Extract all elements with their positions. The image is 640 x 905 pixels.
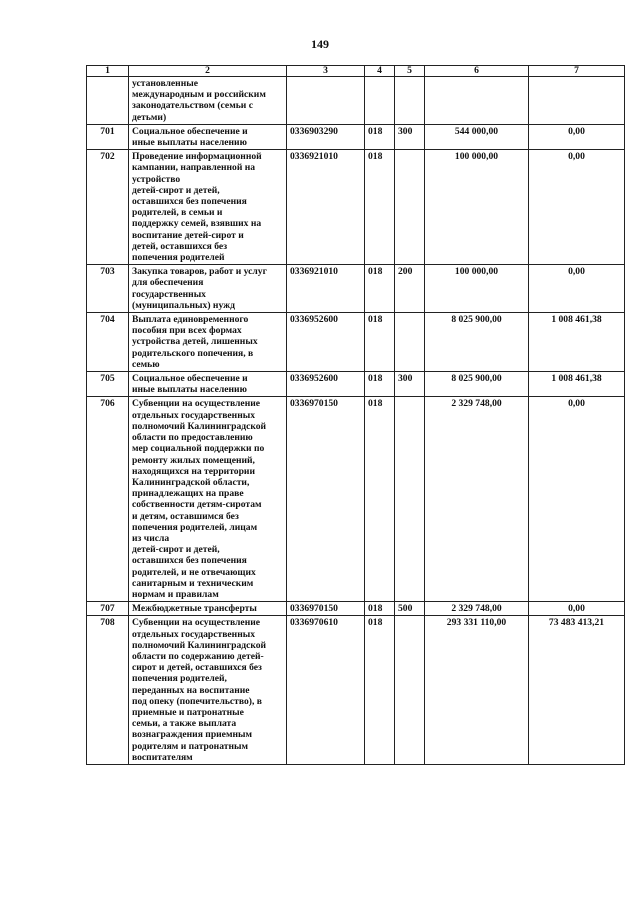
column-header: 4 — [365, 66, 395, 77]
row-number: 708 — [87, 616, 129, 765]
row-sum2 — [529, 77, 625, 125]
row-code: 0336952600 — [287, 313, 365, 372]
column-header: 5 — [395, 66, 425, 77]
row-code — [287, 77, 365, 125]
row-sum: 2 329 748,00 — [425, 397, 529, 602]
row-col5 — [395, 77, 425, 125]
row-col4: 018 — [365, 150, 395, 265]
row-sum2: 1 008 461,38 — [529, 313, 625, 372]
row-col5: 200 — [395, 265, 425, 313]
row-col4: 018 — [365, 372, 395, 397]
row-name: установленные международным и российским законодательством (семьи с детьми) — [129, 77, 287, 125]
row-sum2: 73 483 413,21 — [529, 616, 625, 765]
row-col4: 018 — [365, 397, 395, 602]
row-name: Выплата единовременного пособия при всех формах устройства детей, лишенных родительского попечения, в семью — [129, 313, 287, 372]
row-code: 0336921010 — [287, 150, 365, 265]
row-code: 0336970150 — [287, 397, 365, 602]
header-row — [87, 66, 625, 77]
table-row — [87, 602, 625, 616]
row-sum2: 1 008 461,38 — [529, 372, 625, 397]
row-col4 — [365, 77, 395, 125]
column-header: 3 — [287, 66, 365, 77]
row-name: Межбюджетные трансферты — [129, 602, 287, 616]
row-number: 702 — [87, 150, 129, 265]
table-body — [87, 77, 625, 765]
column-header: 1 — [87, 66, 129, 77]
budget-table — [86, 65, 625, 765]
row-code: 0336970150 — [287, 602, 365, 616]
row-sum2: 0,00 — [529, 124, 625, 149]
row-code: 0336952600 — [287, 372, 365, 397]
row-number: 706 — [87, 397, 129, 602]
table-row — [87, 77, 625, 125]
row-sum2: 0,00 — [529, 150, 625, 265]
row-name: Субвенции на осуществление отдельных государственных полномочий Калининградской области по предоставлению мер социальной поддержки по ремонту жилых помещений, находящихся на территории Калининградской области, принадлежащих на праве собственности детям-сиротам и детям, оставшимся без попечения родителей, лицам из числа детей-сирот и детей, оставшихся без попечения родителей, и не отвечающих санитарным и техническим нормам и правилам — [129, 397, 287, 602]
row-number: 701 — [87, 124, 129, 149]
row-name: Социальное обеспечение и иные выплаты населению — [129, 124, 287, 149]
row-number: 705 — [87, 372, 129, 397]
row-number: 704 — [87, 313, 129, 372]
table-row — [87, 265, 625, 313]
column-header: 7 — [529, 66, 625, 77]
row-name: Проведение информационной кампании, направленной на устройство детей-сирот и детей, оставшихся без попечения родителей, в семьи и поддержку семей, взявших на воспитание детей-сирот и детей, оставшихся без попечения родителей — [129, 150, 287, 265]
row-sum2: 0,00 — [529, 265, 625, 313]
row-col4: 018 — [365, 265, 395, 313]
table-row — [87, 150, 625, 265]
row-code: 0336970610 — [287, 616, 365, 765]
page-number: 149 — [311, 37, 329, 51]
row-sum2: 0,00 — [529, 602, 625, 616]
row-sum: 544 000,00 — [425, 124, 529, 149]
row-sum: 100 000,00 — [425, 150, 529, 265]
table-row — [87, 372, 625, 397]
row-sum: 2 329 748,00 — [425, 602, 529, 616]
row-sum: 100 000,00 — [425, 265, 529, 313]
row-col5 — [395, 313, 425, 372]
row-name: Субвенции на осуществление отдельных государственных полномочий Калининградской области по содержанию детей- сирот и детей, оставшихся без попечения родителей, переданных на воспитание под опеку (попечительство), в приемные и патронатные семьи, а также выплата вознаграждения приемным родителям и патронатным воспитателям — [129, 616, 287, 765]
column-header: 6 — [425, 66, 529, 77]
row-col5 — [395, 616, 425, 765]
row-code: 0336921010 — [287, 265, 365, 313]
row-sum: 293 331 110,00 — [425, 616, 529, 765]
row-number — [87, 77, 129, 125]
table-row — [87, 616, 625, 765]
row-col4: 018 — [365, 602, 395, 616]
row-sum: 8 025 900,00 — [425, 313, 529, 372]
table-row — [87, 313, 625, 372]
row-number: 703 — [87, 265, 129, 313]
row-name: Социальное обеспечение и иные выплаты населению — [129, 372, 287, 397]
row-col5: 300 — [395, 372, 425, 397]
row-col5 — [395, 150, 425, 265]
row-col5 — [395, 397, 425, 602]
table-row — [87, 397, 625, 602]
row-col4: 018 — [365, 313, 395, 372]
row-col4: 018 — [365, 616, 395, 765]
column-header: 2 — [129, 66, 287, 77]
row-number: 707 — [87, 602, 129, 616]
row-col4: 018 — [365, 124, 395, 149]
row-col5: 500 — [395, 602, 425, 616]
row-sum2: 0,00 — [529, 397, 625, 602]
row-code: 0336903290 — [287, 124, 365, 149]
row-sum: 8 025 900,00 — [425, 372, 529, 397]
row-col5: 300 — [395, 124, 425, 149]
table-row — [87, 124, 625, 149]
row-name: Закупка товаров, работ и услуг для обеспечения государственных (муниципальных) нужд — [129, 265, 287, 313]
row-sum — [425, 77, 529, 125]
